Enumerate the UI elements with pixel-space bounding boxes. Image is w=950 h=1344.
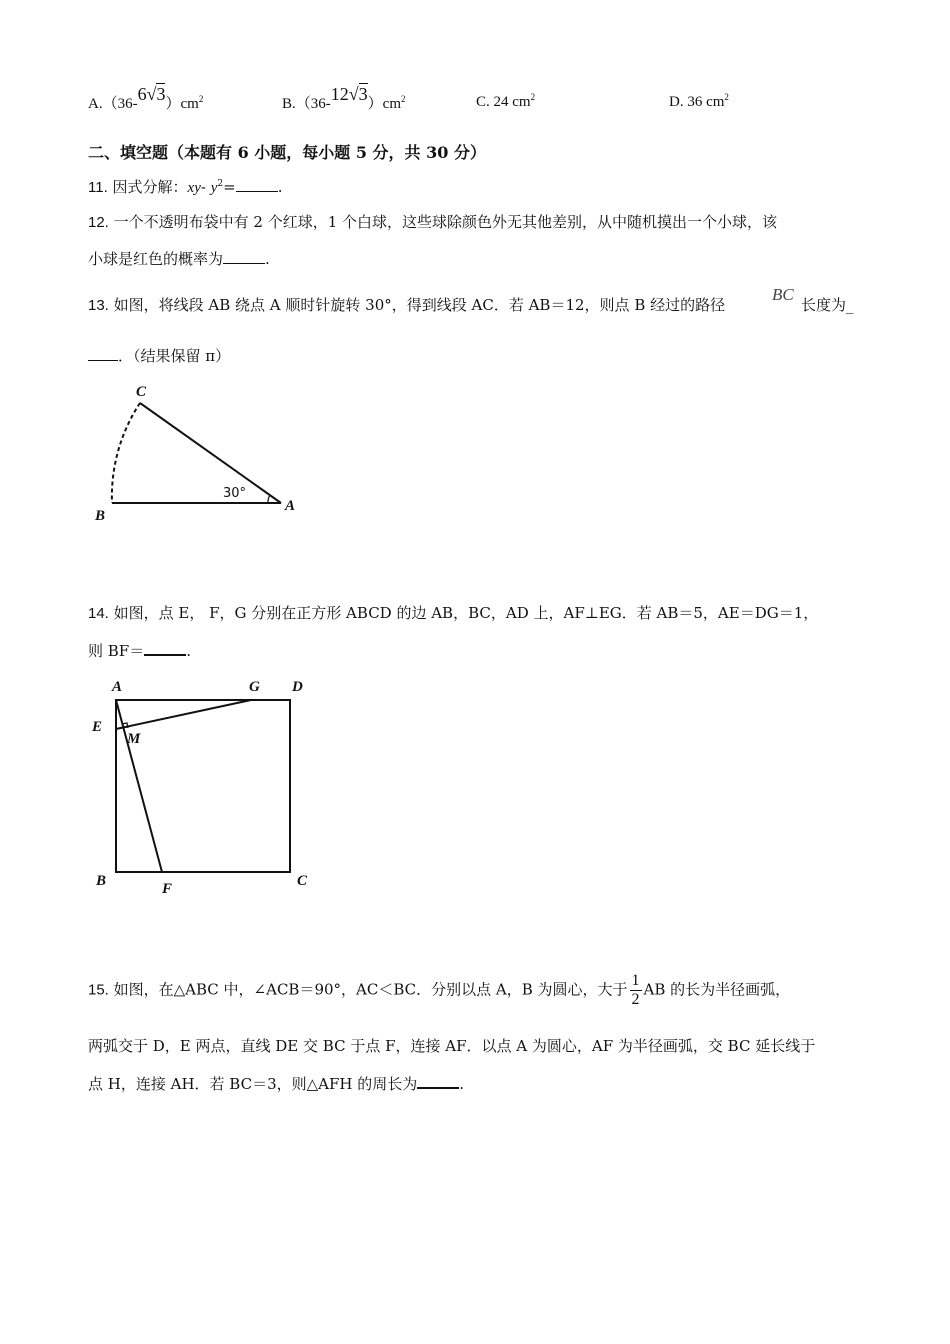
option-b-radical: 12√3 [330,84,368,104]
question-12-line1: 12. 一个不透明布袋中有 2 个红球，1 个白球，这些球除颜色外无其他差别，从中随机摸出一个小球，该 [88,213,778,231]
question-12-line2: 小球是红色的概率为 . [88,250,270,268]
option-a: $A.(36-6√3)cm^2$ [88,84,204,112]
question-14-line1: 14. 如图，点 E， F，G 分别在正方形 ABCD 的边 AB，BC，AD 上，AF⊥EG．若 AB＝5，AE＝DG＝1， [88,604,819,622]
label-f: F [162,881,173,897]
arc-bc-notation: BC [772,285,794,304]
question-11: 11. 因式分解：xy- $y^2=$ . [88,178,283,196]
answer-blank[interactable] [144,640,186,656]
option-a-radical: 6√3 [137,84,166,104]
segment-ac [140,403,281,503]
figure-13 [85,378,315,528]
answer-blank[interactable] [223,249,265,264]
question-15-line3: 点 H，连接 AH．若 BC＝3，则△AFH 的周长为 . [88,1075,465,1093]
square-abcd [116,700,290,872]
arc-bc [112,403,140,503]
label-c: C [297,873,308,889]
option-d: D. 36 $cm^2$ [669,92,729,110]
question-13-line1-end: 长度为_ [801,296,854,314]
label-b: B [95,508,106,524]
answer-blank[interactable] [236,177,278,192]
segment-eg [116,700,251,729]
label-b: B [96,873,107,889]
option-b: $B.(36-12√3)cm^2$ [282,84,406,112]
option-c: C. 24 $cm^2$ [476,92,536,110]
question-14-line2: 则 BF＝ . [88,642,191,660]
answer-blank[interactable] [417,1073,459,1089]
label-a: A [285,498,296,514]
label-e: E [92,719,103,735]
label-d: D [292,679,303,695]
figure-14 [85,673,325,903]
question-13-line2: ．（结果保留 π） [88,345,230,366]
label-m: M [127,731,141,747]
question-13-line1: 13. 如图，将线段 AB 绕点 A 顺时针旋转 30°，得到线段 AC．若 AB＝12，则点 B 经过的路径 [88,296,726,314]
segment-af [116,700,162,872]
fraction-one-half: $\frac{1}{2}$ [631,972,640,1008]
angle-label: 30° [223,486,247,501]
label-c: C [136,384,147,400]
question-15-line2: 两弧交于 D，E 两点，直线 DE 交 BC 于点 F，连接 AF．以点 A 为圆心，AF 为半径画弧，交 BC 延长线于 [88,1037,816,1055]
angle-mark [268,495,270,503]
label-a: A [112,679,123,695]
question-15-line1: 15. 如图，在△ABC 中，∠ACB＝90°，AC＜BC．分别以点 A，B 为圆心，大于 $\frac{1}{2}$ AB 的长为半径画弧， [88,972,791,1008]
answer-blank[interactable] [88,346,118,361]
section-title: 二、填空题（本题有 6 小题，每小题 5 分，共 30 分） [88,143,486,162]
label-g: G [249,679,260,695]
